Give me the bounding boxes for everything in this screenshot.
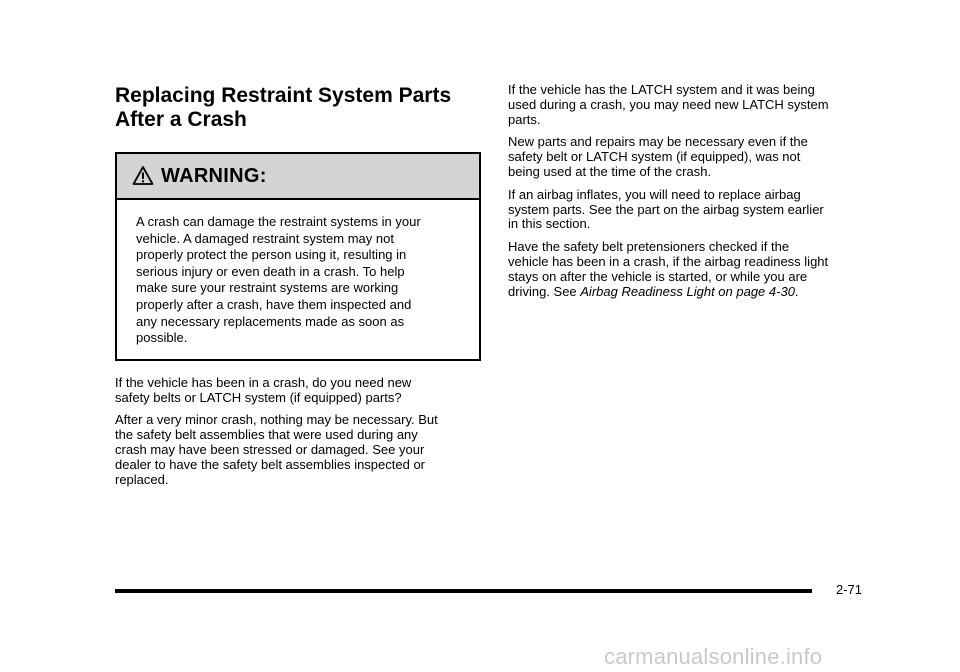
warning-line: possible. [136, 330, 188, 346]
warning-box [115, 152, 481, 361]
paragraph-latch-question: If the vehicle has been in a crash, do you need new safety belts or LATCH system (if equipped) parts? [115, 374, 412, 405]
left-column [115, 84, 485, 495]
warning-line: properly after a crash, have them inspected and [136, 296, 412, 312]
section-title [115, 84, 485, 132]
paragraph-minor-crash: After a very minor crash, nothing may be necessary. But the safety belt assemblies that were used during any crash may have been stressed or damaged. See your dealer to have the safety belt assemblies inspected or replaced. [115, 412, 438, 487]
warning-line: serious injury or even death in a crash. To help [136, 263, 405, 279]
warning-line: any necessary replacements made as soon as [136, 313, 405, 329]
section-title-line-1: Replacing Restraint System Parts [115, 84, 452, 107]
paragraph-pretensioners: Have the safety belt pretensioners checked if the vehicle has been in a crash, if the airbag readiness light stays on after the vehicle is started, or while you are driving. See Airbag Readiness Light on page 4-30. [508, 239, 829, 299]
warning-triangle-icon [132, 165, 154, 187]
warning-text [117, 200, 479, 359]
paragraph-new-parts: New parts and repairs may be necessary even if the safety belt or LATCH system (if equipped), was not being used at the time of the crash. [508, 134, 808, 179]
footer-rule [115, 589, 812, 593]
right-column [508, 83, 878, 307]
paragraph-latch-used: If the vehicle has the LATCH system and it was being used during a crash, you may need new LATCH system parts. [508, 82, 829, 127]
warning-line: make sure your restraint systems are working [136, 280, 399, 296]
paragraph-airbag-inflates: If an airbag inflates, you will need to replace airbag system parts. See the part on the airbag system earlier in this section. [508, 186, 824, 232]
cross-reference-link[interactable]: Airbag Readiness Light on page 4-30 [580, 283, 795, 299]
warning-line: properly protect the person using it, resulting in [136, 247, 407, 263]
warning-header [117, 154, 479, 200]
warning-title: WARNING: [161, 164, 267, 187]
left-paragraphs [115, 376, 485, 488]
warning-line: A crash can damage the restraint systems in your [136, 214, 421, 229]
watermark: carmanualsonline.info [604, 644, 823, 669]
section-title-line-2: After a Crash [115, 108, 247, 131]
page-number: 2-71 [836, 582, 863, 597]
warning-line: vehicle. A damaged restraint system may not [136, 230, 394, 246]
